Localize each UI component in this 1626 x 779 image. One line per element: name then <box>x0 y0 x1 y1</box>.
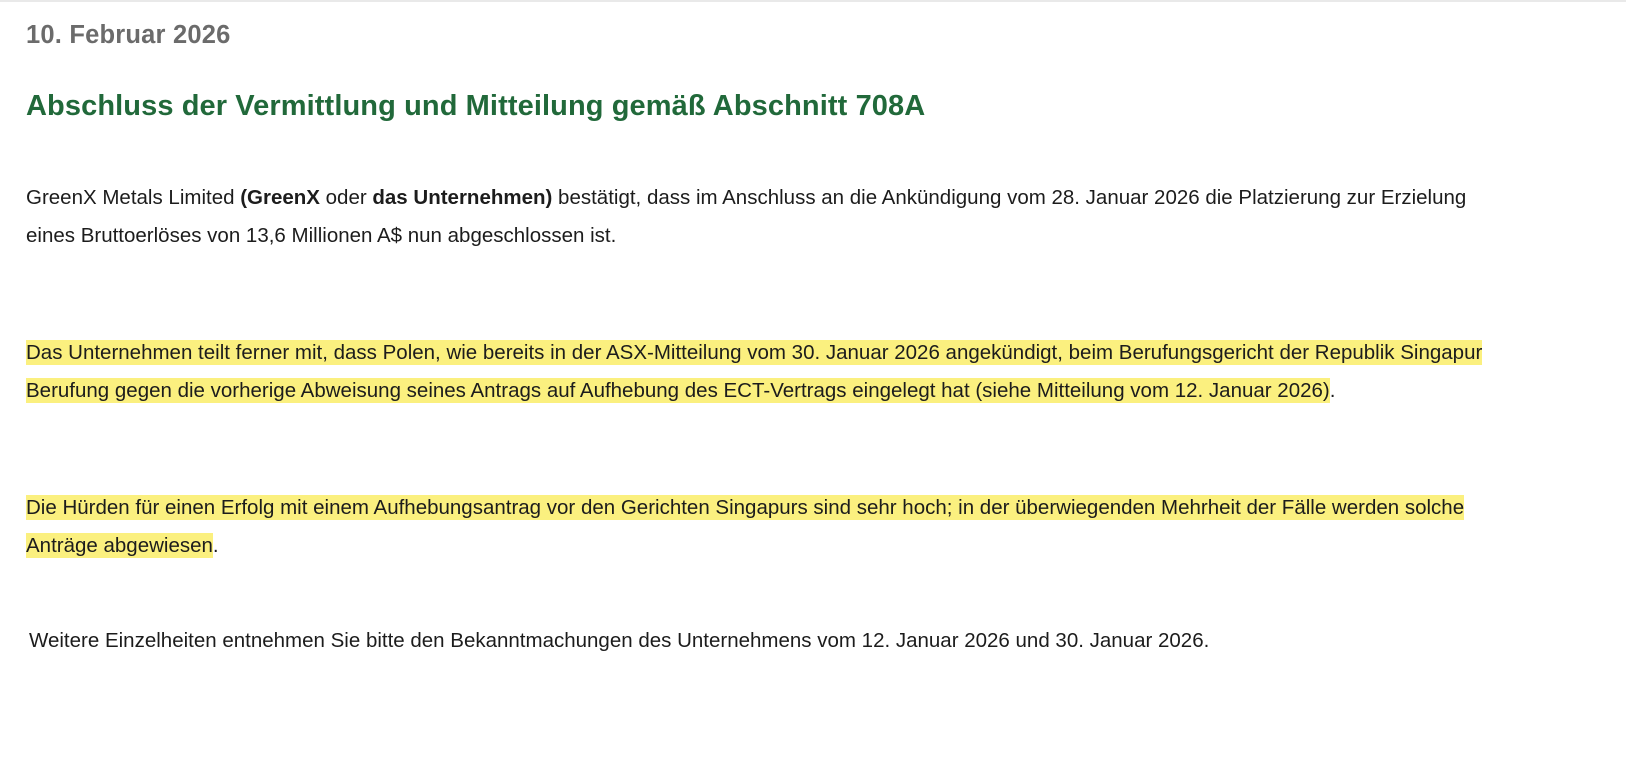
paragraph-placement-completion <box>26 124 1474 256</box>
paragraph-1-mid: oder <box>319 185 373 209</box>
paragraph-3-tail: . <box>212 534 219 558</box>
highlighted-text-annulment-hurdles: Die Hürden für einen Erfolg mit einem Aufhebungsantrag vor den Gerichten Singapurs sind sehr hoch; in der überwiegenden Mehrheit der Fälle werden solche Anträge abgewiesen <box>26 495 1465 558</box>
paragraph-annulment-hurdles <box>26 411 1486 566</box>
paragraph-1-tail: bestätigt, dass im Anschluss an die Ankündigung vom 28. Januar 2026 die Platzierung zur Erzielung eines Bruttoerlöses von 13,6 Millionen A$ nun abgeschlossen ist. <box>26 185 1467 248</box>
page-title: Abschluss der Vermittlung und Mitteilung gemäß Abschnitt 708A <box>26 89 926 122</box>
paragraph-poland-appeal <box>26 256 1526 411</box>
paragraph-1-bold-greenx: (GreenX <box>240 185 320 209</box>
document-date: 10. Februar 2026 <box>26 21 231 49</box>
highlighted-text-poland-appeal: Das Unternehmen teilt ferner mit, dass Polen, wie bereits in der ASX-Mitteilung vom 30. Januar 2026 angekündigt, beim Berufungsgericht der Republik Singapur Berufung gegen die vorherige Abweisung seines Antrags auf Aufhebung des ECT-Vertrags eingelegt hat (siehe Mitteilung vom 12. Januar 2026) <box>26 340 1483 403</box>
paragraph-2-tail: . <box>1329 379 1336 403</box>
paragraph-1-lead: GreenX Metals Limited <box>26 185 241 209</box>
paragraph-further-details: Weitere Einzelheiten entnehmen Sie bitte den Bekanntmachungen des Unternehmens vom 12. Januar 2026 und 30. Januar 2026. <box>29 628 1210 652</box>
paragraph-1-bold-company: das Unternehmen) <box>372 185 553 209</box>
page-top-divider <box>0 0 1626 5</box>
